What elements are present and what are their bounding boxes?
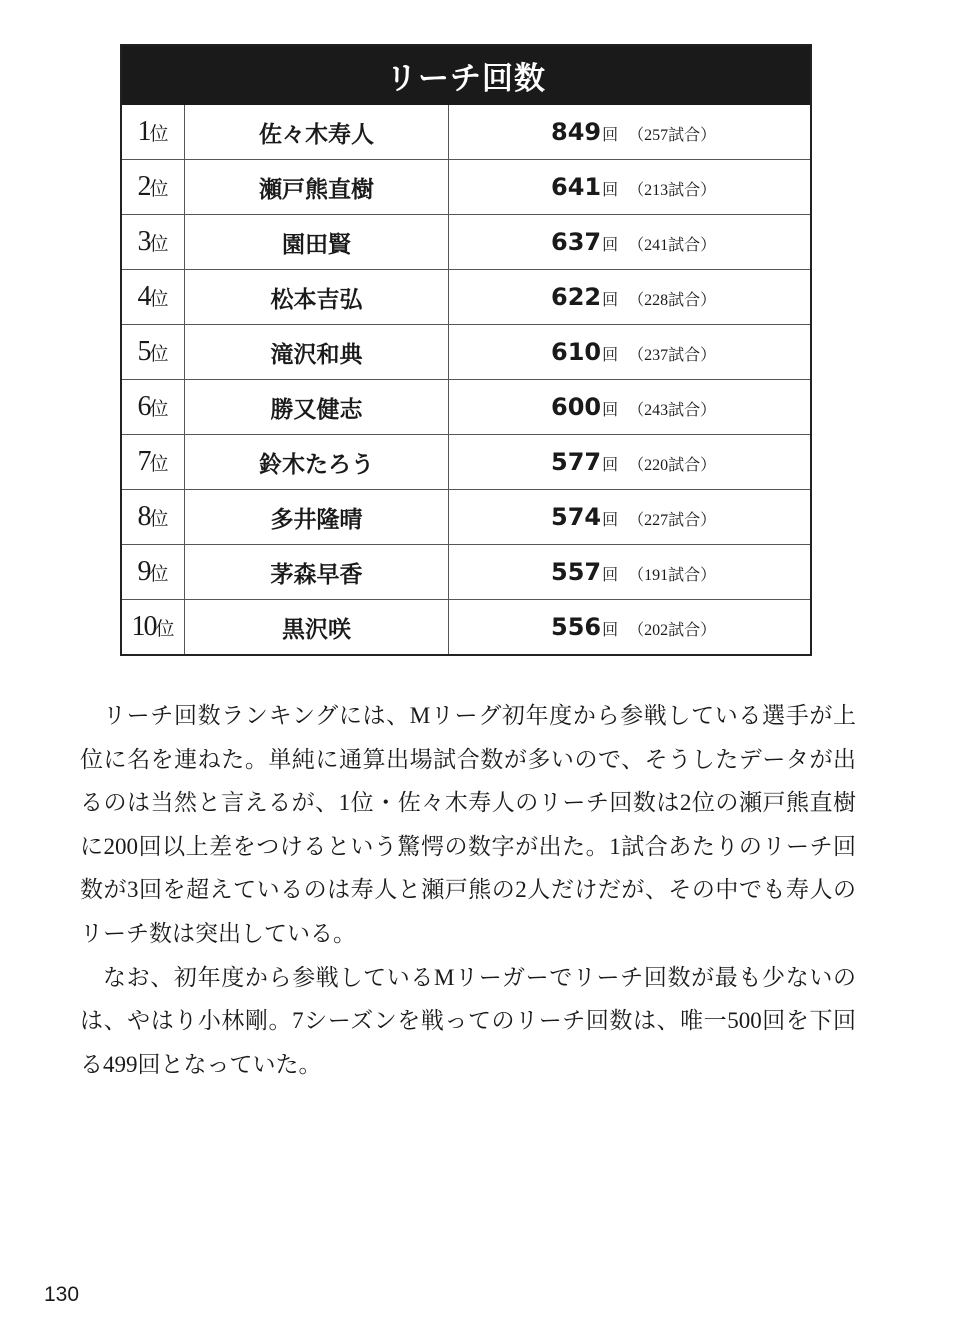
count-unit: 回 — [602, 292, 619, 309]
riichi-value-cell — [449, 545, 810, 599]
rank-number: 7 — [137, 446, 150, 477]
rank-cell — [122, 270, 185, 324]
table-row — [122, 214, 810, 269]
riichi-count: 557 — [551, 558, 602, 586]
rank-number: 10 — [131, 611, 156, 642]
games-played: （228試合） — [628, 292, 717, 309]
table-row — [122, 159, 810, 214]
count-unit: 回 — [602, 127, 619, 144]
player-name: 黒沢咲 — [185, 600, 449, 654]
games-played: （213試合） — [628, 182, 717, 199]
rank-cell — [122, 545, 185, 599]
riichi-count: 574 — [551, 503, 602, 531]
player-name: 松本吉弘 — [185, 270, 449, 324]
rank-cell — [122, 215, 185, 269]
rank-number: 5 — [137, 336, 150, 367]
riichi-ranking-table — [120, 44, 812, 656]
riichi-value-cell — [449, 490, 810, 544]
rank-suffix: 位 — [149, 453, 169, 475]
riichi-value-cell — [449, 270, 810, 324]
player-name: 滝沢和典 — [185, 325, 449, 379]
count-unit: 回 — [602, 347, 619, 364]
table-row — [122, 324, 810, 379]
rank-cell — [122, 435, 185, 489]
riichi-value-cell — [449, 105, 810, 159]
rank-number: 3 — [137, 226, 150, 257]
riichi-count: 849 — [551, 118, 602, 146]
table-row — [122, 434, 810, 489]
count-unit: 回 — [602, 457, 619, 474]
table-row — [122, 599, 810, 654]
table-row — [122, 489, 810, 544]
rank-suffix: 位 — [149, 233, 169, 255]
player-name: 瀬戸熊直樹 — [185, 160, 449, 214]
rank-suffix: 位 — [149, 123, 169, 145]
rank-suffix: 位 — [149, 398, 169, 420]
rank-number: 2 — [137, 171, 150, 202]
rank-number: 4 — [137, 281, 150, 312]
rank-cell — [122, 160, 185, 214]
player-name: 園田賢 — [185, 215, 449, 269]
page-number: 130 — [44, 1283, 80, 1306]
riichi-value-cell — [449, 160, 810, 214]
riichi-count: 622 — [551, 283, 602, 311]
games-played: （227試合） — [628, 512, 717, 529]
player-name: 茅森早香 — [185, 545, 449, 599]
rank-number: 6 — [137, 391, 150, 422]
table-row — [122, 269, 810, 324]
rank-number: 1 — [137, 116, 150, 147]
games-played: （202試合） — [628, 622, 717, 639]
table-row — [122, 544, 810, 599]
count-unit: 回 — [602, 622, 619, 639]
count-unit: 回 — [602, 512, 619, 529]
games-played: （257試合） — [628, 127, 717, 144]
table-row — [122, 105, 810, 159]
rank-suffix: 位 — [149, 288, 169, 310]
riichi-count: 556 — [551, 613, 602, 641]
rank-suffix: 位 — [149, 563, 169, 585]
table-body — [122, 105, 810, 654]
riichi-count: 577 — [551, 448, 602, 476]
rank-number: 9 — [137, 556, 150, 587]
paragraph-2: なお、初年度から参戦しているMリーガーでリーチ回数が最も少ないのは、やはり小林剛。7シーズンを戦ってのリーチ回数は、唯一500回を下回る499回となっていた。 — [80, 964, 856, 1077]
player-name: 鈴木たろう — [185, 435, 449, 489]
rank-suffix: 位 — [155, 618, 175, 640]
paragraph-1: リーチ回数ランキングには、Mリーグ初年度から参戦している選手が上位に名を連ねた。単純に通算出場試合数が多いので、そうしたデータが出るのは当然と言えるが、1位・佐々木寿人のリーチ回数は2位の瀬戸熊直樹に200回以上差をつけるという驚愕の数字が出た。1試合あたりのリーチ回数が3回を超えているのは寿人と瀬戸熊の2人だけだが、その中でも寿人のリーチ数は突出している。 — [80, 703, 856, 946]
count-unit: 回 — [602, 182, 619, 199]
riichi-value-cell — [449, 600, 810, 654]
table-row — [122, 379, 810, 434]
games-played: （241試合） — [628, 237, 717, 254]
player-name: 佐々木寿人 — [185, 105, 449, 159]
riichi-count: 637 — [551, 228, 602, 256]
rank-suffix: 位 — [149, 343, 169, 365]
games-played: （237試合） — [628, 347, 717, 364]
games-played: （220試合） — [628, 457, 717, 474]
rank-suffix: 位 — [149, 508, 169, 530]
riichi-count: 610 — [551, 338, 602, 366]
rank-cell — [122, 490, 185, 544]
player-name: 多井隆晴 — [185, 490, 449, 544]
rank-cell — [122, 600, 185, 654]
player-name: 勝又健志 — [185, 380, 449, 434]
rank-cell — [122, 105, 185, 159]
count-unit: 回 — [602, 237, 619, 254]
riichi-value-cell — [449, 380, 810, 434]
rank-cell — [122, 380, 185, 434]
count-unit: 回 — [602, 402, 619, 419]
riichi-count: 641 — [551, 173, 602, 201]
rank-suffix: 位 — [149, 178, 169, 200]
table-title: リーチ回数 — [386, 61, 546, 97]
riichi-count: 600 — [551, 393, 602, 421]
riichi-value-cell — [449, 325, 810, 379]
riichi-value-cell — [449, 435, 810, 489]
table-title-bar — [122, 46, 810, 105]
games-played: （243試合） — [628, 402, 717, 419]
riichi-value-cell — [449, 215, 810, 269]
rank-number: 8 — [137, 501, 150, 532]
count-unit: 回 — [602, 567, 619, 584]
rank-cell — [122, 325, 185, 379]
games-played: （191試合） — [628, 567, 717, 584]
article-body — [80, 694, 856, 1086]
